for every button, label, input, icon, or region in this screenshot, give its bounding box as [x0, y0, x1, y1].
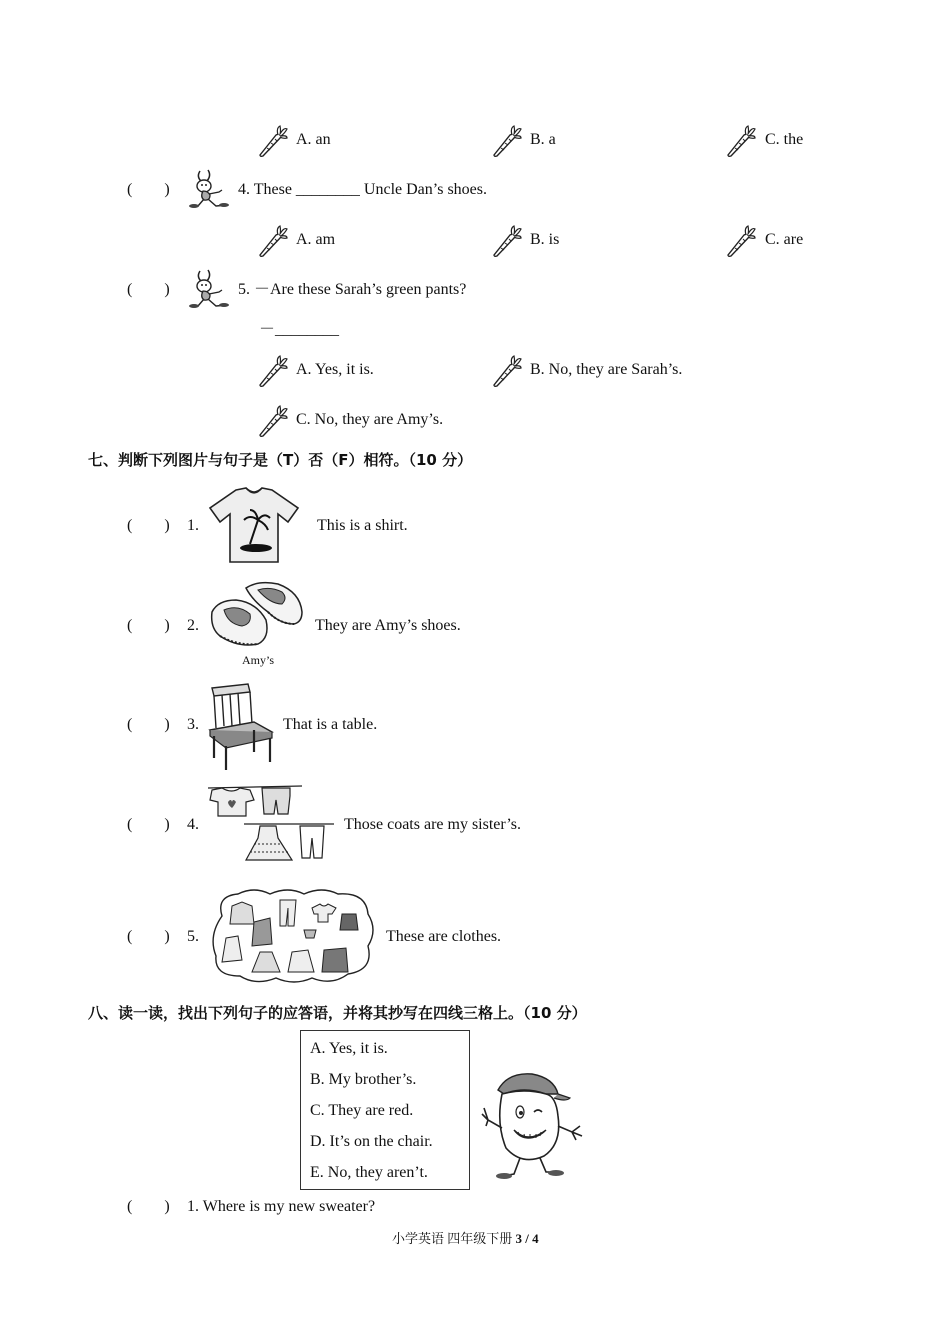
q4-option-c: C. are — [765, 231, 804, 248]
answer-paren[interactable]: ( ) — [127, 816, 170, 833]
answer-paren[interactable]: ( ) — [127, 1198, 170, 1215]
item-sentence: These are clothes. — [386, 928, 502, 945]
q4-option-b: B. is — [530, 231, 560, 248]
carrot-icon — [488, 124, 522, 158]
section-7-heading: 七、判断下列图片与句子是（T）否（F）相符。（10 分） — [88, 451, 473, 469]
question-4: 4. These ________ Uncle Dan’s shoes. — [238, 181, 487, 198]
carrot-icon — [254, 224, 288, 258]
carrot-icon — [722, 124, 756, 158]
shoes-caption: Amy’s — [242, 653, 275, 667]
answer-paren[interactable]: ( ) — [127, 181, 170, 198]
q3-option-a: A. an — [296, 131, 331, 148]
footer-label: 小学英语 四年级下册 — [392, 1231, 516, 1246]
answer-paren[interactable]: ( ) — [127, 928, 170, 945]
chair-picture — [206, 682, 276, 772]
carrot-icon — [254, 124, 288, 158]
clothesline-picture — [206, 778, 336, 870]
shoes-picture — [208, 578, 306, 650]
carrot-icon — [488, 224, 522, 258]
q4-option-a: A. am — [296, 231, 336, 248]
section-8-question-1: 1. Where is my new sweater? — [187, 1198, 376, 1215]
q3-option-c: C. the — [765, 131, 804, 148]
answer-option: B. My brother’s. — [310, 1071, 417, 1088]
clothes-cloud-picture — [208, 886, 378, 986]
item-number: 5. — [187, 928, 199, 945]
page-footer — [392, 1232, 539, 1245]
carrot-icon — [722, 224, 756, 258]
answer-paren[interactable]: ( ) — [127, 617, 170, 634]
item-number: 4. — [187, 816, 199, 833]
item-sentence: They are Amy’s shoes. — [315, 617, 461, 634]
item-number: 1. — [187, 517, 199, 534]
section-8-heading: 八、读一读，找出下列句子的应答语，并将其抄写在四线三格上。（10 分） — [88, 1004, 587, 1022]
item-sentence: This is a shirt. — [317, 517, 408, 534]
page-number: 3 / 4 — [515, 1231, 539, 1246]
item-sentence: That is a table. — [283, 716, 378, 733]
question-5: 5. －Are these Sarah’s green pants? — [238, 281, 467, 298]
shirt-picture — [206, 486, 302, 566]
answer-paren[interactable]: ( ) — [127, 281, 170, 298]
q5-option-b: B. No, they are Sarah’s. — [530, 361, 683, 378]
q5-option-a: A. Yes, it is. — [296, 361, 374, 378]
q3-option-b: B. a — [530, 131, 556, 148]
item-number: 3. — [187, 716, 199, 733]
answer-paren[interactable]: ( ) — [127, 716, 170, 733]
answer-options-box — [300, 1030, 470, 1190]
answer-paren[interactable]: ( ) — [127, 517, 170, 534]
answer-option: E. No, they aren’t. — [310, 1164, 428, 1181]
carrot-icon — [254, 404, 288, 438]
answer-option: A. Yes, it is. — [310, 1040, 388, 1057]
carrot-icon — [488, 354, 522, 388]
rabbit-icon — [186, 268, 230, 310]
q5-option-c: C. No, they are Amy’s. — [296, 411, 444, 428]
rabbit-icon — [186, 168, 230, 210]
answer-option: D. It’s on the chair. — [310, 1133, 433, 1150]
item-sentence: Those coats are my sister’s. — [344, 816, 521, 833]
answer-option: C. They are red. — [310, 1102, 414, 1119]
answer-line: －________ — [259, 321, 340, 338]
cartoon-mascot-picture — [480, 1068, 586, 1182]
carrot-icon — [254, 354, 288, 388]
item-number: 2. — [187, 617, 199, 634]
